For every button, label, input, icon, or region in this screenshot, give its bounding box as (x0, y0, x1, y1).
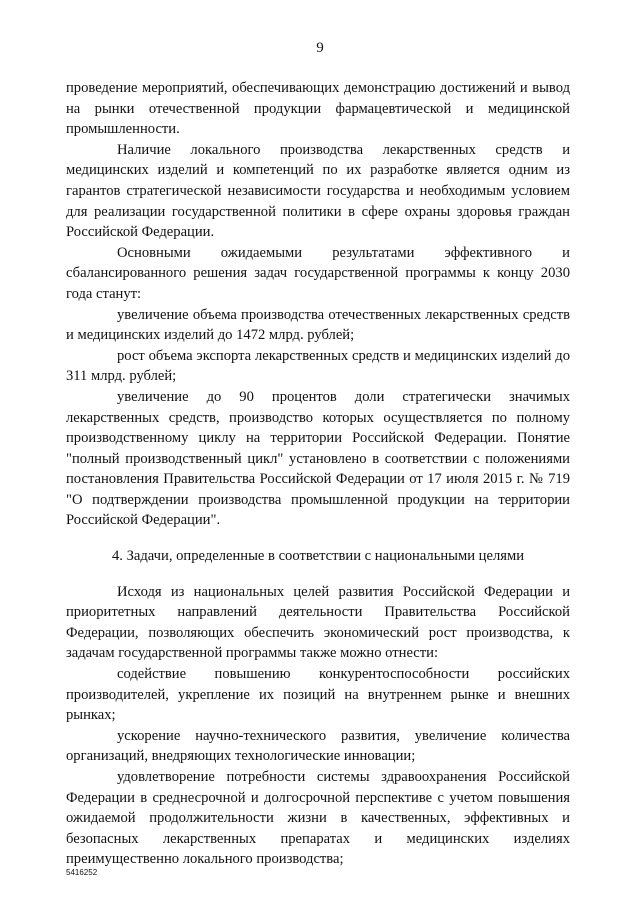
paragraph: проведение мероприятий, обеспечивающих демонстрацию достижений и вывод на рынки отечественной продукции фармацевтической и медицинской промышленности. (66, 80, 570, 138)
list-item: удовлетворение потребности системы здравоохранения Российской Федерации в среднесрочной и долгосрочной перспективе с учетом повышения ожидаемой продолжительности жизни в качественных, эффективных и безопасных лекарственных препаратах и медицинских изделиях преимущественно локального производства; (66, 769, 570, 868)
document-code: 5416252 (66, 868, 98, 877)
list-item: ускорение научно-технического развития, увеличение количества организаций, внедряющих технологические инновации; (66, 727, 570, 765)
list-item: рост объема экспорта лекарственных средств и медицинских изделий до 311 млрд. рублей; (66, 347, 570, 385)
page-number: 9 (316, 40, 324, 56)
paragraph: Наличие локального производства лекарственных средств и медицинских изделий и компетенций по их разработке является одним из гарантов стратегической независимости государства и необходимым условием для реализации государственной политики в сфере охраны здоровья граждан Российской Федерации. (66, 141, 570, 241)
document-body (66, 78, 570, 870)
list-item: увеличение до 90 процентов доли стратегически значимых лекарственных средств, производство которых осуществляется по полному производственному циклу на территории Российской Федерации. Понятие "полный производственный цикл" установлено в соответствии с положениями постановления Правительства Российской Федерации от 17 июля 2015 г. № 719 "О подтверждении производства промышленной продукции на территории Российской Федерации". (66, 388, 570, 529)
paragraph: Исходя из национальных целей развития Российской Федерации и приоритетных направлений деятельности Правительства Российской Федерации, позволяющих обеспечить экономический рост производства, к задачам государственной программы также можно отнести: (66, 583, 570, 662)
list-item: содействие повышению конкурентоспособности российских производителей, укрепление их позиций на внутреннем рынке и внешних рынках; (66, 666, 570, 724)
list-item: увеличение объема производства отечественных лекарственных средств и медицинских изделий до 1472 млрд. рублей; (66, 306, 570, 344)
paragraph: Основными ожидаемыми результатами эффективного и сбалансированного решения задач государственной программы к концу 2030 года станут: (66, 244, 570, 302)
section-heading: 4. Задачи, определенные в соответствии с национальными целями (111, 548, 525, 565)
